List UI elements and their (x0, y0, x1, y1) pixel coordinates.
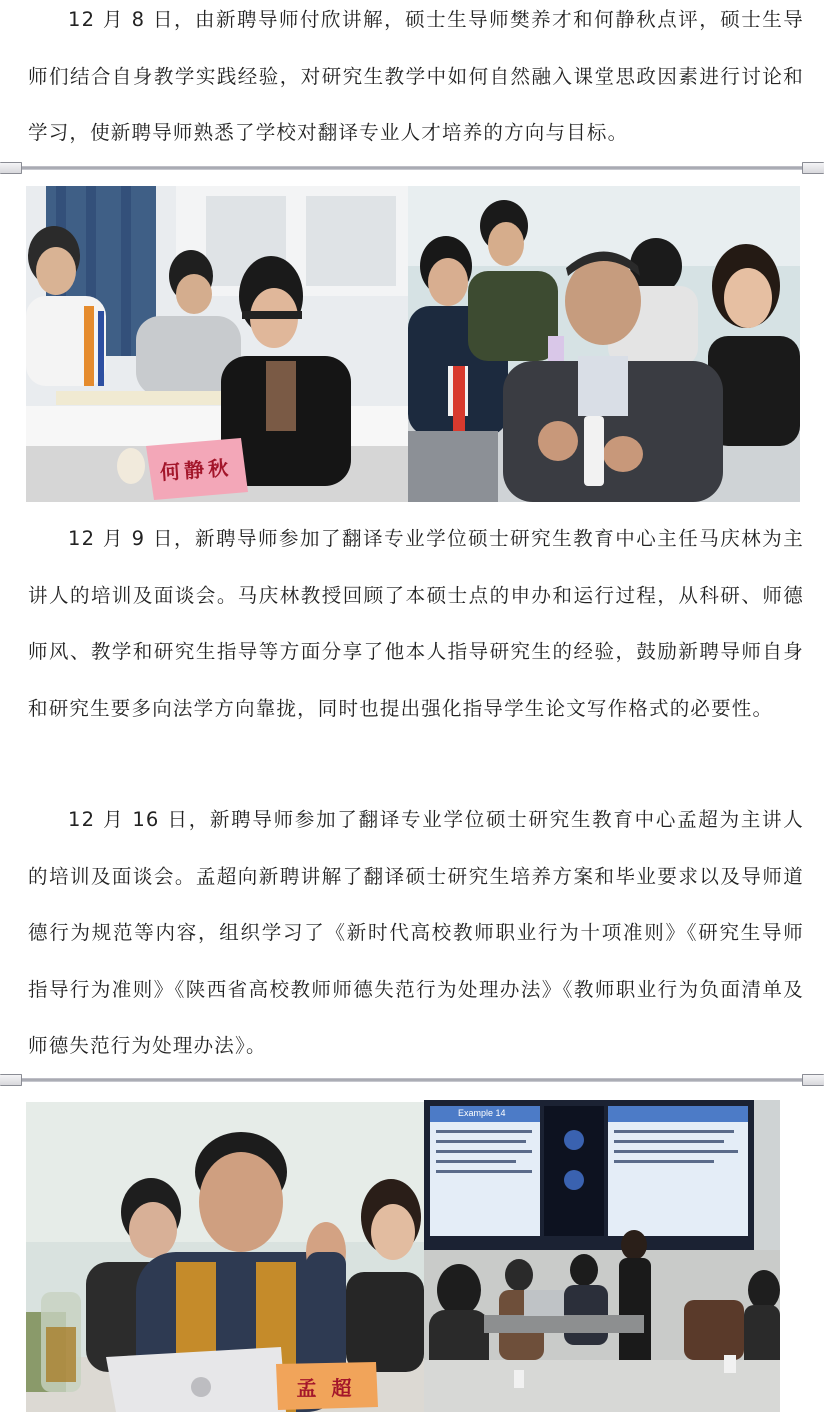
photo-classroom-presentation (424, 1100, 780, 1412)
divider-line (22, 1078, 802, 1082)
photo-lecturer-meng-chao (26, 1102, 424, 1412)
section-divider (0, 162, 824, 178)
paragraph-dec-16: 12 月 16 日，新聘导师参加了翻译专业学位硕士研究生教育中心孟超为主讲人的培训及面谈会。孟超向新聘讲解了翻译硕士研究生培养方案和毕业要求以及导师道德行为规范等内容，组织学习了《新时代高校教师职业行为十项准则》《研究生导师指导行为准则》《陕西省高校教师师德失范行为处理办法》《教师职业行为负面清单及师德失范行为处理办法》。 (28, 808, 804, 1057)
photo-professor-ma-qinglin (408, 186, 800, 502)
photo-teacher-he-jingqiu (26, 186, 408, 502)
divider-right-cap (802, 1074, 824, 1086)
nameplate: 孟 超 (296, 1376, 356, 1400)
section-divider (0, 1074, 824, 1090)
divider-right-cap (802, 162, 824, 174)
paragraph-dec-8: 12 月 8 日，由新聘导师付欣讲解，硕士生导师樊养才和何静秋点评，硕士生导师们结合自身教学实践经验，对研究生教学中如何自然融入课堂思政因素进行讨论和学习，使新聘导师熟悉了学校对翻译专业人才培养的方向与目标。 (28, 8, 804, 144)
divider-line (22, 166, 802, 170)
nameplate: 何静秋 (159, 455, 233, 485)
screen-slide-title: Example 14 (458, 1108, 506, 1118)
divider-left-cap (0, 1074, 22, 1086)
divider-left-cap (0, 162, 22, 174)
paragraph-dec-9: 12 月 9 日，新聘导师参加了翻译专业学位硕士研究生教育中心主任马庆林为主讲人的培训及面谈会。马庆林教授回顾了本硕士点的申办和运行过程，从科研、师德师风、教学和研究生指导等方面分享了他本人指导研究生的经验，鼓励新聘导师自身和研究生要多向法学方向靠拢，同时也提出强化指导学生论文写作格式的必要性。 (28, 527, 804, 720)
